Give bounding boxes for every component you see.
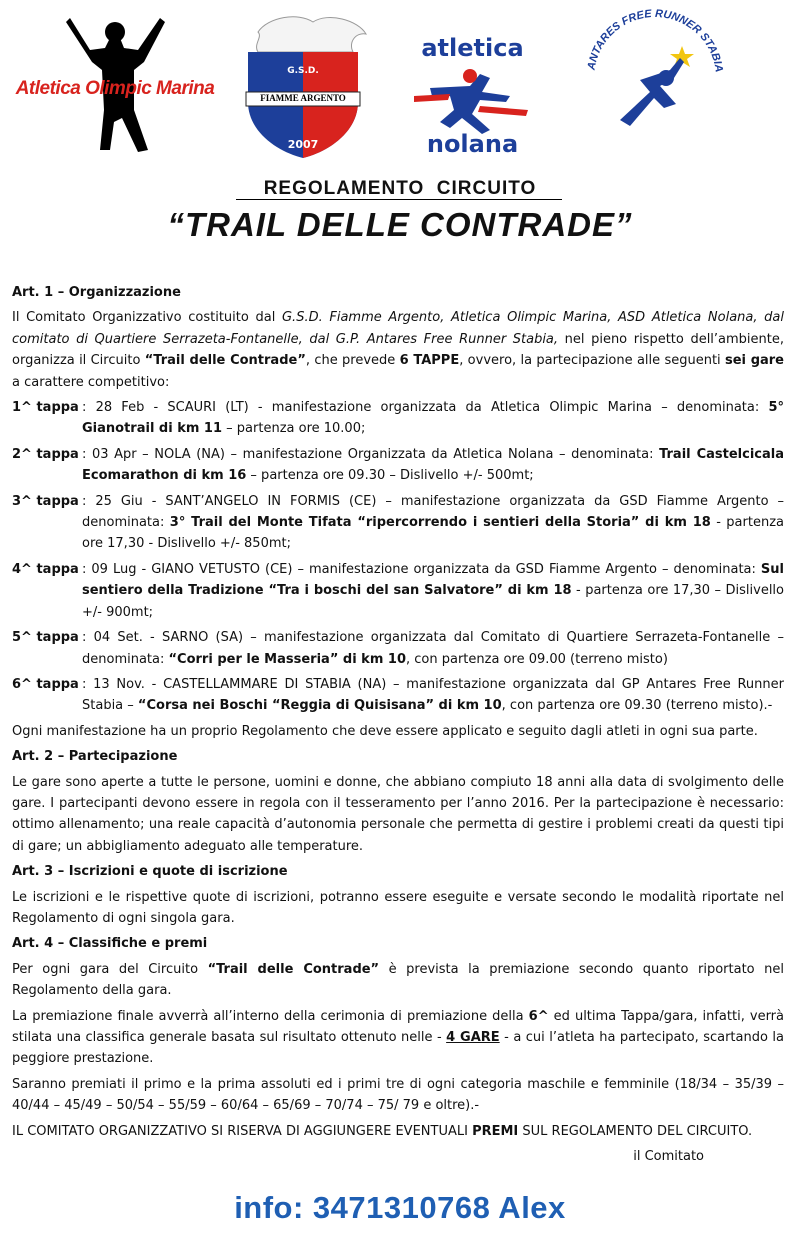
signature: il Comitato: [633, 1149, 704, 1165]
stage-5: [12, 627, 784, 670]
art1-closing: Ogni manifestazione ha un proprio Regolamento che deve essere applicato e seguito dagli atleti in ogni sua parte.: [12, 723, 758, 739]
art3-heading: Art. 3 – Iscrizioni e quote di iscrizione: [12, 864, 288, 880]
nolana-logo-top-text: atletica: [421, 34, 524, 62]
regulation-body: [12, 282, 784, 1167]
stage-label: 4^ tappa: [12, 561, 79, 577]
art4-paragraph-4: IL COMITATO ORGANIZZATIVO SI RISERVA DI AGGIUNGERE EVENTUALI PREMI SUL REGOLAMENTO DEL CIRCUITO.: [12, 1123, 753, 1139]
fiamme-argento-logo: [228, 12, 378, 162]
fiamme-logo-top-text: G.S.D.: [287, 66, 319, 76]
art4-paragraph-1: Per ogni gara del Circuito “Trail delle Contrade” è prevista la premiazione secondo quanto riportato nel Regolamento della gara.: [12, 961, 784, 999]
running-man-icon: [410, 66, 535, 136]
olimpic-logo-text: Atletica Olimpic Marina: [15, 78, 215, 99]
contact-info: info: 3471310768 Alex: [234, 1190, 566, 1225]
art1-heading: Art. 1 – Organizzazione: [12, 285, 181, 300]
star-runner-icon: [580, 8, 730, 148]
antares-free-runner-logo: [580, 8, 730, 148]
stage-1: [12, 397, 784, 440]
stage-description: : 09 Lug - GIANO VETUSTO (CE) – manifestazione organizzata da GSD Fiamme Argento – denominata: Sul sentiero della Tradizione “Tra i boschi del san Salvatore” di km 18 - partenza ore 17,30 – Dislivello +/- 900mt;: [82, 561, 784, 620]
stage-label: 6^ tappa: [12, 676, 79, 692]
svg-text:ANTARES FREE RUNNER STABIA: [585, 8, 724, 73]
art2-paragraph: Le gare sono aperte a tutte le persone, uomini e donne, che abbiano compiuto 18 anni alla data di svolgimento delle gare. I partecipanti devono essere in regola con il tesseramento per l’anno 2016. Per la partecipazione è necessario: ottimo allenamento; una reale capacità d’autonomia personale che permetta di gestire i problemi creati da questi tipi di gare; un abbigliamento adeguato alle temperature.: [12, 774, 784, 854]
stage-2: [12, 444, 784, 487]
art2-heading: Art. 2 – Partecipazione: [12, 749, 178, 765]
stage-label: 2^ tappa: [12, 446, 79, 462]
fiamme-logo-banner-text: FIAMME ARGENTO: [260, 93, 346, 103]
stage-label: 3^ tappa: [12, 493, 79, 509]
document-title: “TRAIL DELLE CONTRADE”: [167, 206, 633, 243]
art4-paragraph-2: La premiazione finale avverrà all’interno della cerimonia di premiazione della 6^ ed ultima Tappa/gara, infatti, verrà stilata una classifica generale basata sul risultato ottenuto nelle - 4 GARE - a cui l’atleta ha partecipato, scartando la peggiore prestazione.: [12, 1008, 784, 1067]
logo-row: [0, 0, 800, 170]
art4-heading: Art. 4 – Classifiche e premi: [12, 936, 208, 952]
stage-4: [12, 559, 784, 623]
stage-description: : 25 Giu - SANT’ANGELO IN FORMIS (CE) – manifestazione organizzata da GSD Fiamme Argento – denominata: 3° Trail del Monte Tifata “ripercorrendo i sentieri della Storia” di km 18 - partenza ore 17,30 - Dislivello +/- 850mt;: [82, 493, 784, 552]
atletica-nolana-logo: [410, 30, 535, 160]
stage-6: [12, 674, 784, 717]
stage-description: : 28 Feb - SCAURI (LT) - manifestazione organizzata da Atletica Olimpic Marina – denominata: 5° Gianotrail di km 11 – partenza ore 10.00;: [82, 400, 784, 437]
art1-paragraph: Il Comitato Organizzativo costituito dal G.S.D. Fiamme Argento, Atletica Olimpic Marina, ASD Atletica Nolana, dal comitato di Quartiere Serrazeta-Fontanelle, dal G.P. Antares Free Runner Stabia, nel pieno rispetto dell’ambiente, organizza il Circuito “Trail delle Contrade”, che prevede 6 TAPPE, ovvero, la partecipazione alle seguenti sei gare a carattere competitivo:: [12, 310, 785, 390]
subtitle-underline: [236, 199, 562, 200]
atletica-olimpic-marina-logo: [10, 10, 220, 160]
stage-description: : 04 Set. - SARNO (SA) – manifestazione organizzata dal Comitato di Quartiere Serrazeta-Fontanelle – denominata: “Corri per le Masseria” di km 10, con partenza ore 09.00 (terreno misto): [82, 630, 784, 667]
nolana-logo-bottom-text: nolana: [426, 130, 519, 158]
art3-paragraph: Le iscrizioni e le rispettive quote di iscrizioni, potranno essere eseguite e versate secondo le modalità riportate nel Regolamento di ogni singola gara.: [12, 889, 784, 926]
regolamento-subtitle: REGOLAMENTO CIRCUITO: [263, 178, 537, 199]
fiamme-logo-year: 2007: [287, 138, 319, 151]
stage-label: 1^ tappa: [12, 400, 79, 416]
stage-description: : 13 Nov. - CASTELLAMMARE DI STABIA (NA) – manifestazione organizzata dal GP Antares Free Runner Stabia – “Corsa nei Boschi “Reggia di Quisisana” di km 10, con partenza ore 09.30 (terreno misto).-: [82, 676, 784, 714]
stage-description: : 03 Apr – NOLA (NA) – manifestazione Organizzata da Atletica Nolana – denominata: Trail Castelcicala Ecomarathon di km 16 – partenza ore 09.30 – Dislivello +/- 500mt;: [82, 446, 784, 484]
stage-3: [12, 491, 784, 555]
antares-logo-text: ANTARES FREE RUNNER STABIA: [585, 8, 725, 74]
stage-label: 5^ tappa: [12, 630, 79, 646]
art4-paragraph-3: Saranno premiati il primo e la prima assoluti ed i primi tre di ogni categoria maschile e femminile (18/34 – 35/39 – 40/44 – 45/49 – 50/54 – 55/59 – 60/64 – 65/69 – 70/74 – 75/ 79 e oltre).-: [12, 1076, 784, 1114]
